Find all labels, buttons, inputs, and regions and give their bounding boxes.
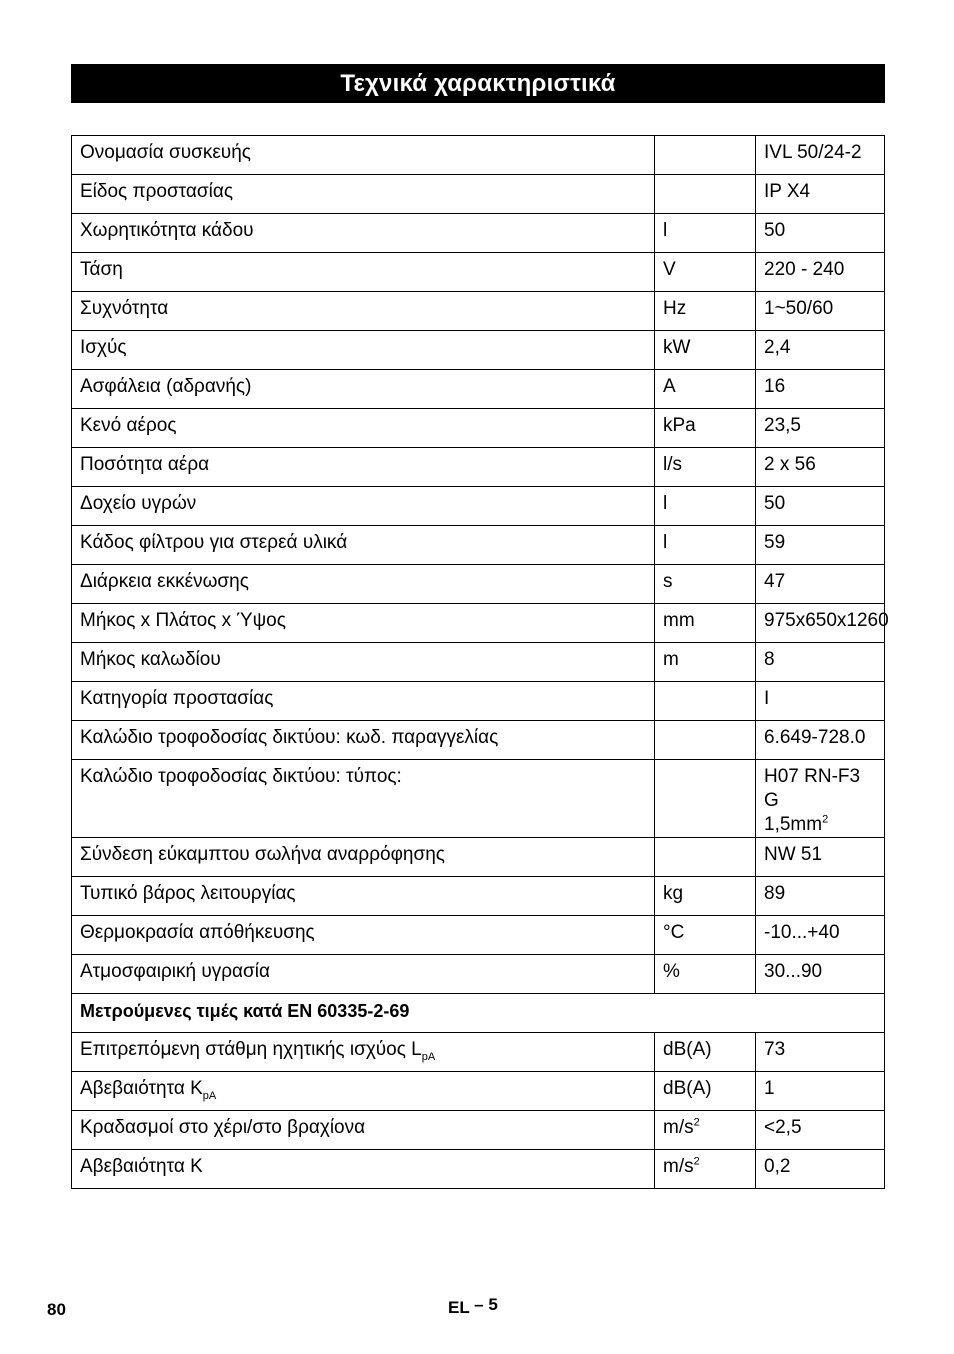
row-unit: m: [655, 643, 756, 682]
table-row: [72, 175, 885, 214]
table-row: [72, 955, 885, 994]
row-value: 89: [756, 877, 885, 916]
table-row: [72, 682, 885, 721]
row-value: 47: [756, 565, 885, 604]
row-value: IVL 50/24-2: [756, 136, 885, 175]
row-label: Σύνδεση εύκαμπτου σωλήνα αναρρόφησης: [72, 838, 655, 877]
row-label: Μήκος καλωδίου: [72, 643, 655, 682]
row-label: Συχνότητα: [72, 292, 655, 331]
table-row: [72, 214, 885, 253]
value-line-1: H07 RN-F3 G: [764, 766, 861, 811]
language-code: EL: [448, 1298, 470, 1317]
row-value: 30...90: [756, 955, 885, 994]
table-row: [72, 1111, 885, 1150]
superscript: 2: [693, 1155, 700, 1168]
table-row: [72, 838, 885, 877]
row-unit: [655, 136, 756, 175]
row-label: Είδος προστασίας: [72, 175, 655, 214]
row-label: Αβεβαιότητα K: [72, 1150, 655, 1189]
row-value: 50: [756, 214, 885, 253]
table-row: [72, 487, 885, 526]
row-label: [72, 1072, 655, 1111]
page-number: 80: [47, 1300, 66, 1319]
row-unit: kW: [655, 331, 756, 370]
section-page-label: [448, 1295, 498, 1318]
table-row: [72, 877, 885, 916]
row-label: Ασφάλεια (αδρανής): [72, 370, 655, 409]
row-value: 16: [756, 370, 885, 409]
subscript: pA: [202, 1089, 217, 1102]
row-label: Κατηγορία προστασίας: [72, 682, 655, 721]
row-label: Θερμοκρασία απόθήκευσης: [72, 916, 655, 955]
row-value: 2 x 56: [756, 448, 885, 487]
row-value: [756, 760, 885, 838]
row-unit: %: [655, 955, 756, 994]
section-page-number: – 5: [474, 1295, 498, 1314]
row-label: Ονομασία συσκευής: [72, 136, 655, 175]
value-line-2: 1,5mm: [764, 814, 823, 835]
label-text: Αβεβαιότητα K: [80, 1078, 203, 1099]
row-value: 1: [756, 1072, 885, 1111]
row-unit: [655, 721, 756, 760]
row-label: Τάση: [72, 253, 655, 292]
row-value: 220 - 240: [756, 253, 885, 292]
row-label: Καλώδιο τροφοδοσίας δικτύου: τύπος:: [72, 760, 655, 838]
technical-data-table: [71, 135, 889, 1189]
row-unit: l: [655, 214, 756, 253]
row-label: Κραδασμοί στο χέρι/στο βραχίονα: [72, 1111, 655, 1150]
row-label: Τυπικό βάρος λειτουργίας: [72, 877, 655, 916]
row-value: 73: [756, 1033, 885, 1072]
row-value: 59: [756, 526, 885, 565]
table-row: [72, 136, 885, 175]
row-value: 0,2: [756, 1150, 885, 1189]
measured-values-heading: Μετρούμενες τιμές κατά EN 60335-2-69: [72, 994, 885, 1033]
row-unit: [655, 1111, 756, 1150]
table-row: [72, 721, 885, 760]
table-row: [72, 370, 885, 409]
table-row: [72, 604, 885, 643]
row-label: Διάρκεια εκκένωσης: [72, 565, 655, 604]
row-unit: mm: [655, 604, 756, 643]
table-row: [72, 526, 885, 565]
row-value: NW 51: [756, 838, 885, 877]
row-value: I: [756, 682, 885, 721]
table-row: [72, 292, 885, 331]
row-value: 1~50/60: [756, 292, 885, 331]
row-value: 6.649-728.0: [756, 721, 885, 760]
table-row: [72, 916, 885, 955]
row-unit: [655, 682, 756, 721]
subscript: pA: [421, 1050, 436, 1063]
row-value: 23,5: [756, 409, 885, 448]
table-row: [72, 1150, 885, 1189]
row-unit: °C: [655, 916, 756, 955]
page-title: Τεχνικά χαρακτηριστικά: [71, 64, 885, 103]
row-label: Ατμοσφαιρική υγρασία: [72, 955, 655, 994]
table-row: [72, 643, 885, 682]
table-row: [72, 1033, 885, 1072]
table-row: [72, 760, 885, 838]
row-value: 975x650x1260: [756, 604, 885, 643]
row-unit: l/s: [655, 448, 756, 487]
row-label: Κενό αέρος: [72, 409, 655, 448]
row-label: Δοχείο υγρών: [72, 487, 655, 526]
section-heading-row: [72, 994, 885, 1033]
row-unit: dB(A): [655, 1072, 756, 1111]
row-unit: l: [655, 487, 756, 526]
table-row: [72, 1072, 885, 1111]
row-unit: [655, 175, 756, 214]
row-unit: kg: [655, 877, 756, 916]
row-value: -10...+40: [756, 916, 885, 955]
label-text: Επιτρεπόμενη στάθμη ηχητικής ισχύος L: [80, 1039, 422, 1060]
superscript: 2: [693, 1116, 700, 1129]
table-row: [72, 331, 885, 370]
row-label: Καλώδιο τροφοδοσίας δικτύου: κωδ. παραγγελίας: [72, 721, 655, 760]
unit-text: m/s: [663, 1156, 694, 1177]
row-unit: [655, 838, 756, 877]
table-row: [72, 448, 885, 487]
row-unit: Hz: [655, 292, 756, 331]
row-unit: [655, 760, 756, 838]
row-label: Χωρητικότητα κάδου: [72, 214, 655, 253]
row-label: Ποσότητα αέρα: [72, 448, 655, 487]
row-value: IP X4: [756, 175, 885, 214]
row-value: 8: [756, 643, 885, 682]
unit-text: m/s: [663, 1117, 694, 1138]
row-value: 2,4: [756, 331, 885, 370]
row-unit: A: [655, 370, 756, 409]
row-unit: s: [655, 565, 756, 604]
row-label: Μήκος x Πλάτος x Ύψος: [72, 604, 655, 643]
table-row: [72, 253, 885, 292]
superscript: 2: [822, 813, 829, 826]
table-row: [72, 409, 885, 448]
row-label: [72, 1033, 655, 1072]
row-value: <2,5: [756, 1111, 885, 1150]
row-unit: kPa: [655, 409, 756, 448]
row-unit: l: [655, 526, 756, 565]
row-unit: [655, 1150, 756, 1189]
row-label: Κάδος φίλτρου για στερεά υλικά: [72, 526, 655, 565]
row-label: Ισχύς: [72, 331, 655, 370]
row-unit: V: [655, 253, 756, 292]
row-unit: dB(A): [655, 1033, 756, 1072]
table-row: [72, 565, 885, 604]
row-value: 50: [756, 487, 885, 526]
